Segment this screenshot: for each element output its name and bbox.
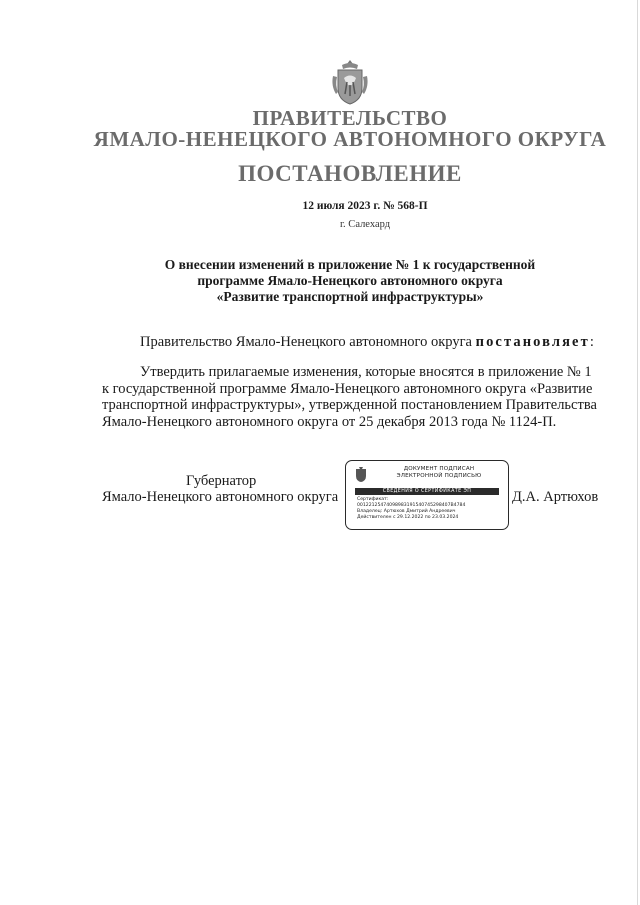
government-title: ПРАВИТЕЛЬСТВО xyxy=(252,106,448,130)
stamp-owner: Владелец: Артюхов Дмитрий Андреевич xyxy=(357,509,456,514)
coat-of-arms-icon xyxy=(354,466,368,483)
document-type: ПОСТАНОВЛЕНИЕ xyxy=(238,161,462,186)
stamp-cert-number: 00122125474098983191540745298407B4784 xyxy=(357,503,466,508)
government-region: ЯМАЛО-НЕНЕЦКОГО АВТОНОМНОГО ОКРУГА xyxy=(93,127,607,151)
date-number: 12 июля 2023 г. № 568-П xyxy=(302,200,428,212)
preamble-text: Правительство Ямало-Ненецкого автономного округа xyxy=(140,334,476,350)
signer-name: Д.А. Артюхов xyxy=(512,489,599,505)
body-line: транспортной инфраструктуры», утвержденной постановлением Правительства xyxy=(102,397,597,413)
document-subject xyxy=(100,257,600,305)
stamp-bar: СВЕДЕНИЯ О СЕРТИФИКАТЕ ЭП xyxy=(355,488,499,495)
preamble-colon: : xyxy=(589,334,594,350)
body-line: Ямало-Ненецкого автономного округа от 25 декабря 2013 года № 1124-П. xyxy=(102,413,557,430)
stamp-title xyxy=(372,466,506,480)
signer-region: Ямало-Ненецкого автономного округа xyxy=(102,489,339,505)
stamp-title-line: ЭЛЕКТРОННОЙ ПОДПИСЬЮ xyxy=(396,473,482,479)
subject-line: «Развитие транспортной инфраструктуры» xyxy=(216,289,484,304)
resolves-word: постановляет xyxy=(475,334,590,350)
resolution-body xyxy=(102,364,602,430)
stamp-title-line: ДОКУМЕНТ ПОДПИСАН xyxy=(403,466,475,472)
electronic-signature-stamp xyxy=(345,460,509,530)
subject-line: О внесении изменений в приложение № 1 к государственной xyxy=(164,257,536,272)
city: г. Салехард xyxy=(339,219,391,230)
coat-of-arms-icon xyxy=(330,58,370,106)
preamble xyxy=(140,334,594,351)
stamp-validity: Действителен с 29.12.2022 по 23.03.2024 xyxy=(357,515,459,520)
subject-line: программе Ямало-Ненецкого автономного округа xyxy=(197,273,503,288)
body-line: к государственной программе Ямало-Ненецкого автономного округа «Развитие xyxy=(102,380,593,397)
signer-position: Губернатор xyxy=(186,473,257,489)
stamp-cert-label: Сертификат: xyxy=(357,497,389,502)
body-line: Утвердить прилагаемые изменения, которые вносятся в приложение № 1 xyxy=(140,364,592,380)
